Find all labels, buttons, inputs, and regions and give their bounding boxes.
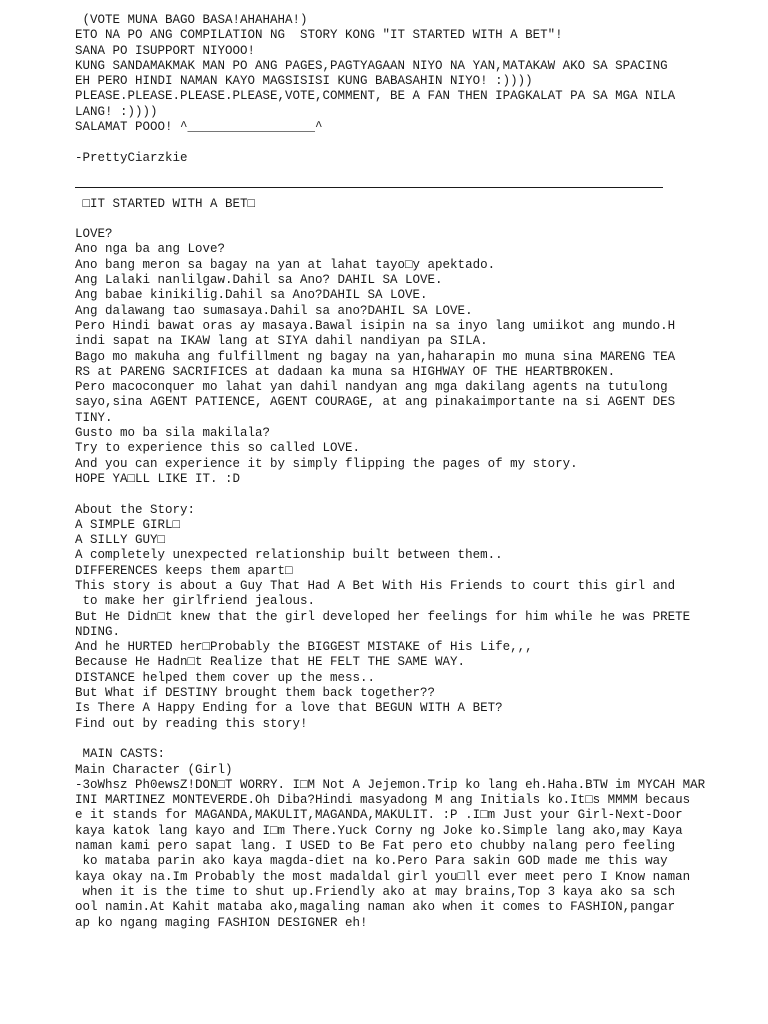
text-line: HOPE YA□LL LIKE IT. :D <box>75 471 241 486</box>
text-line: Ang dalawang tao sumasaya.Dahil sa ano?DAHIL SA LOVE. <box>75 303 473 318</box>
text-line: SANA PO ISUPPORT NIYOOO! <box>75 43 256 58</box>
horizontal-divider <box>75 187 663 188</box>
text-line: LOVE? <box>75 227 113 242</box>
text-line: indi sapat na IKAW lang at SIYA dahil nandiyan pa SILA. <box>75 334 488 349</box>
text-line: Try to experience this so called LOVE. <box>75 441 361 456</box>
text-line: Because He Hadn□t Realize that HE FELT THE SAME WAY. <box>75 655 466 670</box>
love-section <box>75 227 705 487</box>
blank-line <box>75 166 705 181</box>
text-line: kaya okay na.Im Probably the most madaldal girl you□ll ever meet pero I Know naman <box>75 869 691 884</box>
text-line: A completely unexpected relationship built between them.. <box>75 548 503 563</box>
text-line: ool namin.At Kahit mataba ako,magaling naman ako when it comes to FASHION,pangar <box>75 900 676 915</box>
text-line: Ang Lalaki nanlilgaw.Dahil sa Ano? DAHIL SA LOVE. <box>75 273 443 288</box>
text-line: Pero Hindi bawat oras ay masaya.Bawal isipin na sa inyo lang umiikot ang mundo.H <box>75 318 676 333</box>
text-line: to make her girlfriend jealous. <box>75 594 316 609</box>
text-line: And he HURTED her□Probably the BIGGEST MISTAKE of His Life,,, <box>75 640 533 655</box>
text-line: ETO NA PO ANG COMPILATION NG STORY KONG "IT STARTED WITH A BET"! <box>75 28 563 43</box>
text-line: PLEASE.PLEASE.PLEASE.PLEASE,VOTE,COMMENT, BE A FAN THEN IPAGKALAT PA SA MGA NILA <box>75 89 676 104</box>
text-line: Find out by reading this story! <box>75 716 308 731</box>
text-line: RS at PARENG SACRIFICES at dadaan ka muna sa HIGHWAY OF THE HEARTBROKEN. <box>75 364 616 379</box>
text-line: Main Character (Girl) <box>75 762 233 777</box>
text-line: A SILLY GUY□ <box>75 533 166 548</box>
text-line: -3oWhsz Ph0ewsZ!DON□T WORRY. I□M Not A Jejemon.Trip ko lang eh.Haha.BTW im MYCAH MAR <box>75 777 706 792</box>
text-line: naman kami pero sapat lang. I USED to Be Fat pero eto chubby nalang pero feeling <box>75 839 676 854</box>
blank-line <box>75 212 705 227</box>
author-signature: -PrettyCiarzkie <box>75 150 188 165</box>
text-line: DIFFERENCES keeps them apart□ <box>75 563 293 578</box>
text-line: This story is about a Guy That Had A Bet With His Friends to court this girl and <box>75 578 676 593</box>
text-line: Is There A Happy Ending for a love that BEGUN WITH A BET? <box>75 701 503 716</box>
text-line: SALAMAT POOO! ^_________________^ <box>75 120 323 135</box>
document-body <box>75 13 705 931</box>
section-heading: MAIN CASTS: <box>75 747 166 762</box>
text-line: A SIMPLE GIRL□ <box>75 517 181 532</box>
text-line: NDING. <box>75 624 121 639</box>
text-line: TINY. <box>75 410 113 425</box>
text-line: when it is the time to shut up.Friendly ako at may brains,Top 3 kaya ako sa sch <box>75 884 676 899</box>
text-line: e it stands for MAGANDA,MAKULIT,MAGANDA,MAKULIT. :P .I□m Just your Girl-Next-Door <box>75 808 683 823</box>
text-line: INI MARTINEZ MONTEVERDE.Oh Diba?Hindi masyadong M ang Initials ko.It□s MMMM becaus <box>75 793 691 808</box>
text-line: Ano nga ba ang Love? <box>75 242 226 257</box>
text-line: EH PERO HINDI NAMAN KAYO MAGSISISI KUNG BABASAHIN NIYO! :)))) <box>75 74 533 89</box>
text-line: (VOTE MUNA BAGO BASA!AHAHAHA!) <box>75 13 308 27</box>
text-line: Ang babae kinikilig.Dahil sa Ano?DAHIL SA LOVE. <box>75 288 428 303</box>
text-line: Pero macoconquer mo lahat yan dahil nandyan ang mga dakilang agents na tutulong <box>75 380 668 395</box>
section-heading: About the Story: <box>75 502 196 517</box>
text-line: But What if DESTINY brought them back together?? <box>75 686 436 701</box>
text-line: ko mataba parin ako kaya magda-diet na ko.Pero Para sakin GOD made me this way <box>75 854 668 869</box>
text-line: ap ko ngang maging FASHION DESIGNER eh! <box>75 915 368 930</box>
blank-line <box>75 732 705 747</box>
story-title: □IT STARTED WITH A BET□ <box>75 196 256 211</box>
text-line: Gusto mo ba sila makilala? <box>75 426 271 441</box>
text-line: LANG! :)))) <box>75 104 158 119</box>
text-line: But He Didn□t knew that the girl developed her feelings for him while he was PRETE <box>75 609 691 624</box>
text-line: KUNG SANDAMAKMAK MAN PO ANG PAGES,PAGTYAGAAN NIYO NA YAN,MATAKAW AKO SA SPACING <box>75 58 668 73</box>
text-line: Bago mo makuha ang fulfillment ng bagay na yan,haharapin mo muna sina MARENG TEA <box>75 349 676 364</box>
text-line: kaya katok lang kayo and I□m There.Yuck Corny ng Joke ko.Simple lang ako,may Kaya <box>75 823 683 838</box>
divider-wrap <box>75 181 705 196</box>
text-line: Ano bang meron sa bagay na yan at lahat tayo□y apektado. <box>75 257 496 272</box>
about-section <box>75 503 705 732</box>
intro-block <box>75 13 705 135</box>
blank-line <box>75 135 705 150</box>
blank-line <box>75 487 705 502</box>
casts-section <box>75 747 705 931</box>
text-line: And you can experience it by simply flipping the pages of my story. <box>75 456 578 471</box>
text-line: sayo,sina AGENT PATIENCE, AGENT COURAGE, at ang pinakaimportante na si AGENT DES <box>75 395 676 410</box>
text-line: DISTANCE helped them cover up the mess.. <box>75 670 376 685</box>
